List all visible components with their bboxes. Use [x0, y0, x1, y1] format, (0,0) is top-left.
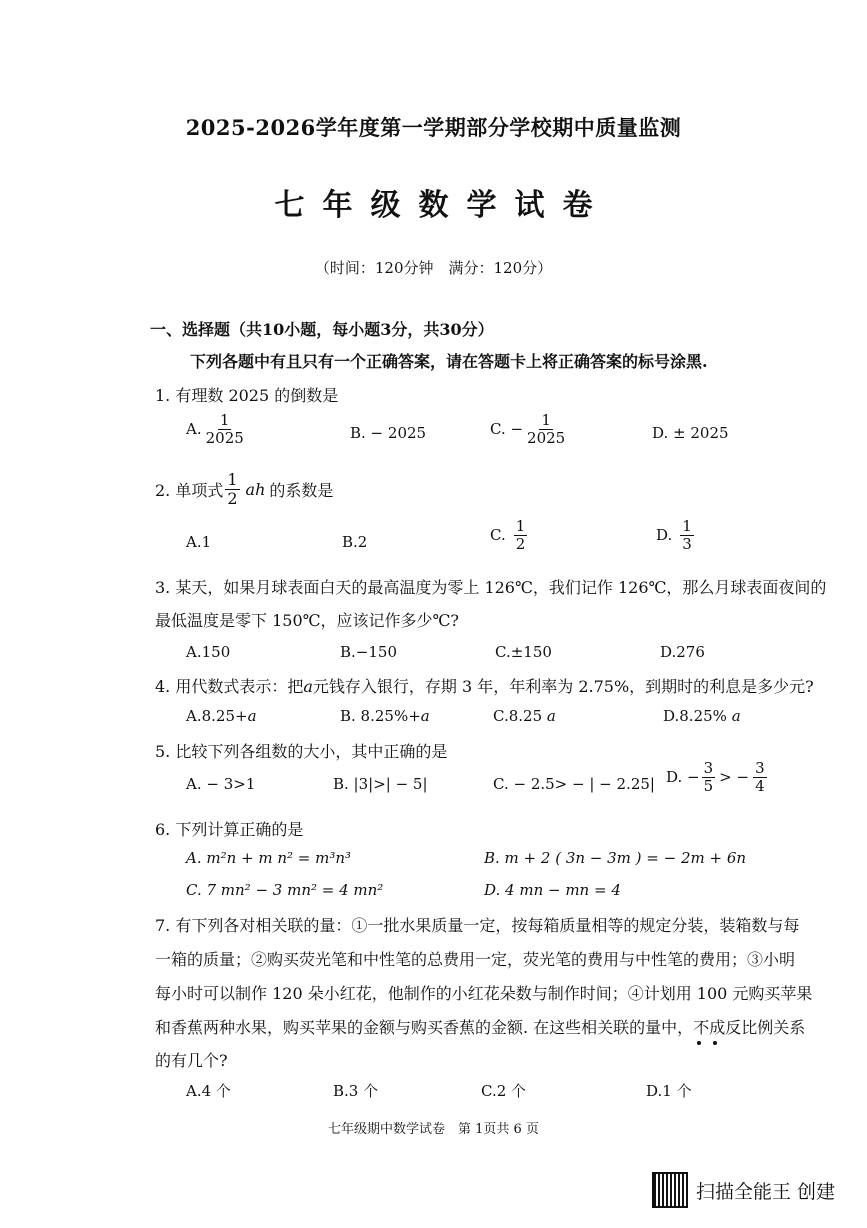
emphasis-dot — [697, 1041, 701, 1045]
variable: a — [420, 707, 430, 725]
variable: a — [731, 707, 741, 725]
question-7-option-a: A.4 个 — [186, 1082, 231, 1100]
stem-text: 2. 单项式 — [155, 480, 224, 500]
emphasized-text — [693, 1018, 725, 1037]
question-1-option-c — [490, 412, 569, 446]
question-3-option-b: B.−150 — [340, 643, 397, 661]
question-4-stem — [155, 674, 814, 697]
question-2-stem — [155, 471, 333, 507]
section-instruction: 下列各题中有且只有一个正确答案，请在答题卡上将正确答案的标号涂黑. — [190, 352, 708, 371]
question-5-option-a: A. − 3>1 — [186, 775, 256, 793]
option-label: D. — [656, 526, 673, 544]
watermark-text: 扫描全能王 创建 — [696, 1180, 836, 1203]
qr-code-icon — [652, 1172, 688, 1208]
numerator: 1 — [541, 411, 551, 429]
question-6-stem: 6. 下列计算正确的是 — [155, 820, 304, 839]
question-4-option-a — [186, 707, 257, 725]
question-5-option-c: C. − 2.5> − | − 2.25| — [493, 775, 655, 793]
question-7-stem-line-3: 每小时可以制作 120 朵小红花，他制作的小红花朵数与制作时间；④计划用 100 元购买苹果 — [155, 984, 813, 1003]
question-6-option-b: B. m + 2 ( 3n − 3m ) = − 2m + 6n — [484, 849, 747, 867]
emphasis-dot — [713, 1041, 717, 1045]
stem-text: 的系数是 — [269, 480, 334, 500]
denominator: 5 — [703, 776, 714, 795]
fraction — [204, 412, 246, 446]
denominator: 3 — [682, 534, 692, 553]
question-1-option-d: D. ± 2025 — [652, 424, 729, 442]
question-7-stem-line-5: 的有几个? — [155, 1051, 228, 1070]
variable: a — [546, 707, 556, 725]
question-5-stem: 5. 比较下列各组数的大小，其中正确的是 — [155, 742, 448, 761]
stem-text: 元钱存入银行，存期 3 年，年利率为 2.75%，到期时的利息是多少元? — [312, 677, 814, 696]
question-5-option-d — [666, 760, 769, 794]
section-heading: 一、选择题（共10小题，每小题3分，共30分） — [150, 320, 494, 339]
question-2-option-a: A.1 — [186, 533, 212, 551]
denominator: 2 — [227, 488, 238, 508]
question-4-option-c — [493, 707, 556, 725]
question-3-stem-line-1: 3. 某天，如果月球表面白天的最高温度为零上 126℃，我们记作 126℃，那么月球表面夜间的 — [155, 578, 827, 597]
option-label: C. − — [490, 420, 524, 438]
question-3-option-c: C.±150 — [495, 643, 552, 661]
numerator: 1 — [682, 517, 692, 535]
question-7-option-d: D.1 个 — [646, 1082, 692, 1100]
question-6-option-c: C. 7 mn² − 3 mn² = 4 mn² — [186, 881, 384, 899]
stem-text: 4. 用代数式表示：把 — [155, 677, 304, 696]
question-1-stem: 1. 有理数 2025 的倒数是 — [155, 386, 339, 405]
question-6-option-a: A. m²n + m n² = m³n³ — [186, 849, 352, 867]
numerator: 1 — [227, 470, 238, 489]
exam-subtitle: 七年级数学试卷 — [274, 188, 611, 223]
question-1-option-a — [186, 412, 248, 446]
question-2-option-b: B.2 — [342, 533, 368, 551]
numerator: 3 — [703, 759, 714, 777]
question-4-option-d — [663, 707, 741, 725]
question-5-option-b: B. |3|>| − 5| — [333, 775, 428, 793]
question-2-option-d — [656, 518, 696, 552]
question-3-option-a: A.150 — [186, 643, 231, 661]
emphasis-text: 不成 — [693, 1018, 726, 1037]
numerator: 1 — [515, 517, 526, 535]
option-text: B. 8.25%+ — [340, 707, 421, 725]
fraction — [753, 760, 767, 794]
comparison: > − — [719, 768, 750, 786]
exam-title: 2025-2026学年度第一学期部分学校期中质量监测 — [185, 115, 682, 140]
variable: a — [247, 707, 257, 725]
stem-text: 反比例关系 — [725, 1018, 806, 1037]
question-3-option-d: D.276 — [660, 643, 705, 661]
fraction — [702, 760, 716, 794]
question-7-stem-line-4 — [155, 1015, 805, 1038]
fraction — [225, 471, 239, 507]
question-6-option-d: D. 4 mn − mn = 4 — [484, 881, 621, 899]
question-7-option-c: C.2 个 — [481, 1082, 527, 1100]
option-text: D.8.25% — [663, 707, 727, 725]
option-text: C.8.25 — [493, 707, 543, 725]
variable: a — [303, 677, 313, 696]
question-4-option-b — [340, 707, 430, 725]
numerator: 1 — [219, 411, 230, 429]
fraction — [514, 518, 528, 552]
page-footer: 七年级期中数学试卷 第 1页共 6 页 — [328, 1122, 539, 1137]
denominator: 2025 — [205, 428, 244, 447]
question-1-option-b: B. − 2025 — [350, 424, 427, 442]
option-label: D. − — [666, 768, 700, 786]
variable: ah — [245, 479, 266, 499]
numerator: 3 — [755, 759, 765, 777]
denominator: 2 — [515, 534, 526, 553]
stem-text: 和香蕉两种水果，购买苹果的金额与购买香蕉的金额. 在这些相关联的量中， — [155, 1018, 694, 1037]
question-7-stem-line-1: 7. 有下列各对相关联的量：①一批水果质量一定，按每箱质量相等的规定分装，装箱数与每 — [155, 916, 800, 935]
question-7-stem-line-2: 一箱的质量；②购买荧光笔和中性笔的总费用一定，荧光笔的费用与中性笔的费用；③小明 — [155, 950, 796, 969]
denominator: 2025 — [527, 428, 566, 447]
exam-time-info: （时间：120分钟 满分：120分） — [314, 259, 553, 277]
fraction — [680, 518, 694, 552]
option-label: C. — [490, 526, 506, 544]
fraction — [525, 412, 567, 446]
option-text: A.8.25+ — [186, 707, 248, 725]
option-label: A. — [186, 420, 202, 438]
question-3-stem-line-2: 最低温度是零下 150℃，应该记作多少℃? — [155, 611, 460, 630]
question-7-option-b: B.3 个 — [333, 1082, 379, 1100]
denominator: 4 — [755, 776, 765, 795]
scanner-watermark — [652, 1172, 835, 1208]
question-2-option-c — [490, 518, 529, 552]
